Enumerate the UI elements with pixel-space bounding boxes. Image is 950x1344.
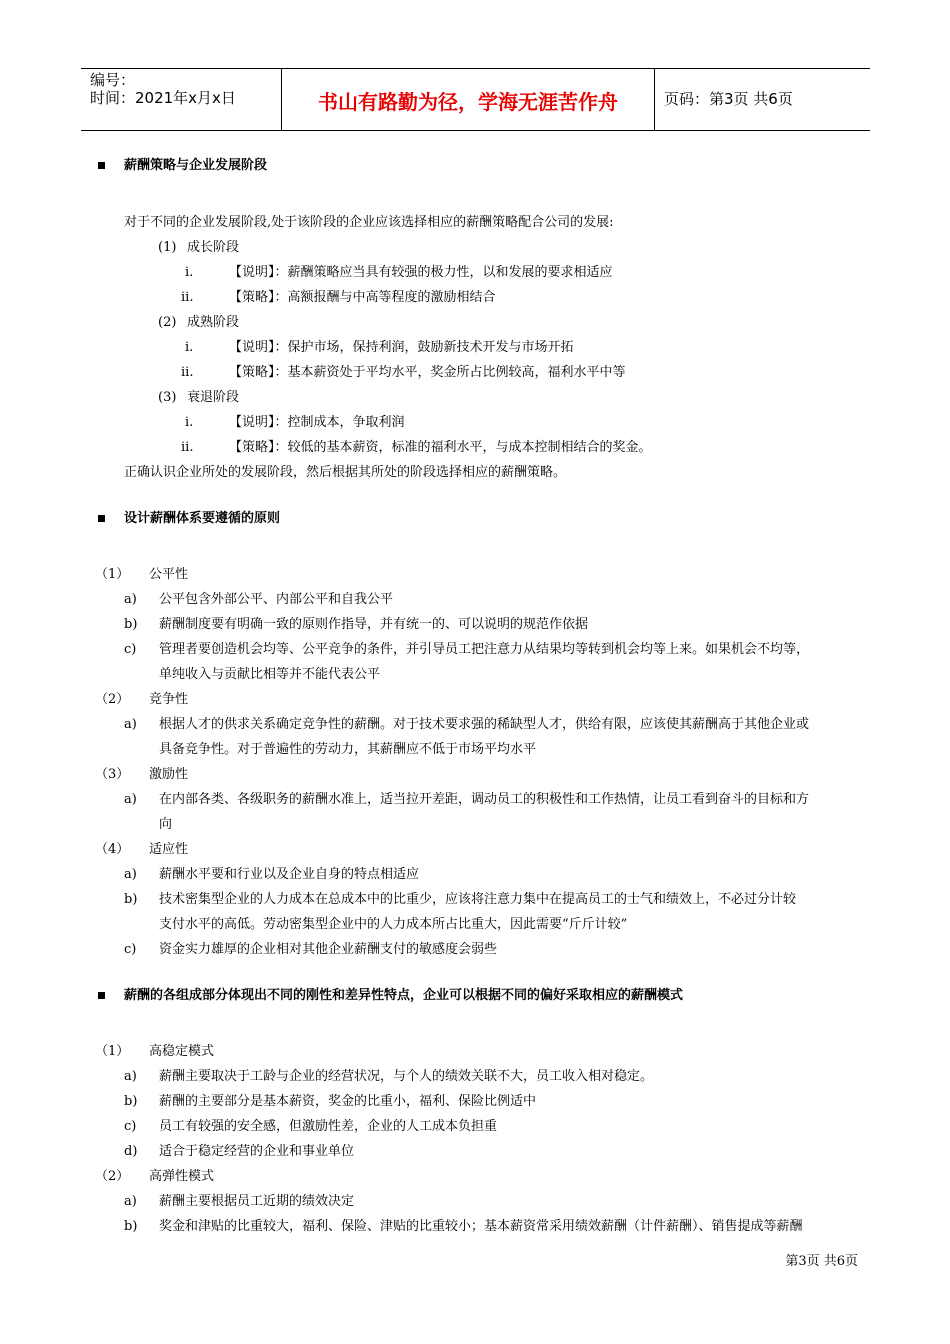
item-text: 员工有较强的安全感，但激励性差，企业的人工成本负担重	[159, 1119, 498, 1134]
stage-item-text: 【策略】：较低的基本薪资，标准的福利水平，与成本控制相结合的奖金。	[229, 440, 652, 455]
item-letter: a)	[124, 717, 137, 732]
item-text-cont: 单纯收入与贡献比相等并不能代表公平	[159, 667, 381, 682]
stage-item-text: 【说明】：保护市场，保持利润，鼓励新技术开发与市场开拓	[229, 340, 574, 355]
item-letter: a)	[124, 867, 137, 882]
page-label: 页码：第3页 共6页	[664, 90, 793, 108]
item-letter: a)	[124, 1194, 137, 1209]
header-table	[81, 68, 870, 131]
stage-item-text: 【策略】：高额报酬与中高等程度的激励相结合	[229, 290, 496, 305]
item-letter: b)	[124, 1094, 138, 1109]
item-text-cont: 支付水平的高低。劳动密集型企业中的人力成本所占比重大，因此需要“斤斤计较”	[159, 917, 628, 932]
item-text: 根据人才的供求关系确定竞争性的薪酬。对于技术要求强的稀缺型人才，供给有限，应该使其薪酬高于其他企业或	[159, 717, 810, 732]
item-letter: d)	[124, 1144, 138, 1159]
section3-title: 薪酬的各组成部分体现出不同的刚性和差异性特点，企业可以根据不同的偏好采取相应的薪酬模式	[124, 988, 684, 1003]
section1-intro: 对于不同的企业发展阶段,处于该阶段的企业应该选择相应的薪酬策略配合公司的发展:	[124, 215, 614, 230]
principle-name: 激励性	[149, 767, 189, 782]
item-letter: a)	[124, 792, 137, 807]
item-letter: b)	[124, 892, 138, 907]
item-text: 管理者要创造机会均等、公平竞争的条件，并引导员工把注意力从结果均等转到机会均等上来。如果机会不均等，	[159, 642, 810, 657]
mode-name: 高弹性模式	[149, 1169, 215, 1184]
stage-num: (1)	[158, 240, 177, 255]
motto: 书山有路勤为径，学海无涯苦作舟	[318, 90, 618, 114]
principle-num: （4）	[95, 842, 130, 857]
item-text: 薪酬主要取决于工龄与企业的经营状况，与个人的绩效关联不大，员工收入相对稳定。	[159, 1069, 654, 1084]
item-letter: a)	[124, 1069, 137, 1084]
mode-num: （1）	[95, 1044, 130, 1059]
section1-title: 薪酬策略与企业发展阶段	[124, 158, 268, 173]
item-letter: a)	[124, 592, 137, 607]
stage-name: 衰退阶段	[187, 390, 240, 405]
item-text: 薪酬的主要部分是基本薪资，奖金的比重小，福利、保险比例适中	[159, 1094, 537, 1109]
stage-item-roman: ii.	[181, 440, 194, 455]
item-letter: c)	[124, 942, 137, 957]
item-letter: b)	[124, 1219, 138, 1234]
header-left-cell	[81, 69, 282, 130]
item-letter: b)	[124, 617, 138, 632]
stage-item-roman: ii.	[181, 290, 194, 305]
section2-title: 设计薪酬体系要遵循的原则	[124, 511, 281, 526]
stage-item-roman: ii.	[181, 365, 194, 380]
principle-num: （1）	[95, 567, 130, 582]
header-right-cell	[655, 69, 870, 130]
stage-item-roman: i.	[185, 340, 194, 355]
stage-item-text: 【策略】：基本薪资处于平均水平，奖金所占比例较高，福利水平中等	[229, 365, 626, 380]
item-text: 奖金和津贴的比重较大，福利、保险、津贴的比重较小；基本薪资常采用绩效薪酬（计件薪酬）、销售提成等薪酬	[159, 1219, 803, 1234]
stage-item-roman: i.	[185, 415, 194, 430]
stage-num: (2)	[158, 315, 177, 330]
item-letter: c)	[124, 642, 137, 657]
stage-item-text: 【说明】：薪酬策略应当具有较强的极力性，以和发展的要求相适应	[229, 265, 613, 280]
principle-name: 适应性	[149, 842, 189, 857]
item-text: 薪酬主要根据员工近期的绩效决定	[159, 1194, 355, 1209]
item-letter: c)	[124, 1119, 137, 1134]
serial-label: 编号：	[90, 71, 136, 89]
bullet-square-icon	[98, 515, 105, 522]
stage-num: (3)	[158, 390, 177, 405]
time-label: 时间：2021年x月x日	[90, 89, 236, 107]
item-text-cont: 向	[159, 817, 173, 832]
principle-name: 竞争性	[149, 692, 189, 707]
stage-name: 成熟阶段	[187, 315, 240, 330]
principle-num: （3）	[95, 767, 130, 782]
item-text-cont: 具备竞争性。对于普遍性的劳动力，其薪酬应不低于市场平均水平	[159, 742, 537, 757]
item-text: 技术密集型企业的人力成本在总成本中的比重少，应该将注意力集中在提高员工的士气和绩效上，不必过分计较	[159, 892, 797, 907]
item-text: 适合于稳定经营的企业和事业单位	[159, 1144, 355, 1159]
item-text: 薪酬制度要有明确一致的原则作指导，并有统一的、可以说明的规范作依据	[159, 617, 589, 632]
mode-name: 高稳定模式	[149, 1044, 215, 1059]
item-text: 公平包含外部公平、内部公平和自我公平	[159, 592, 394, 607]
principle-name: 公平性	[149, 567, 189, 582]
item-text: 资金实力雄厚的企业相对其他企业薪酬支付的敏感度会弱些	[159, 942, 498, 957]
stage-name: 成长阶段	[187, 240, 240, 255]
stage-item-text: 【说明】：控制成本，争取利润	[229, 415, 405, 430]
section1-conclusion: 正确认识企业所处的发展阶段，然后根据其所处的阶段选择相应的薪酬策略。	[124, 465, 567, 480]
item-text: 在内部各类、各级职务的薪酬水准上，适当拉开差距，调动员工的积极性和工作热情，让员工看到奋斗的目标和方	[159, 792, 810, 807]
page-footer: 第3页 共6页	[785, 1254, 858, 1269]
item-text: 薪酬水平要和行业以及企业自身的特点相适应	[159, 867, 420, 882]
header-center-cell	[282, 69, 655, 130]
bullet-square-icon	[98, 992, 105, 999]
mode-num: （2）	[95, 1169, 130, 1184]
principle-num: （2）	[95, 692, 130, 707]
stage-item-roman: i.	[185, 265, 194, 280]
bullet-square-icon	[98, 162, 105, 169]
